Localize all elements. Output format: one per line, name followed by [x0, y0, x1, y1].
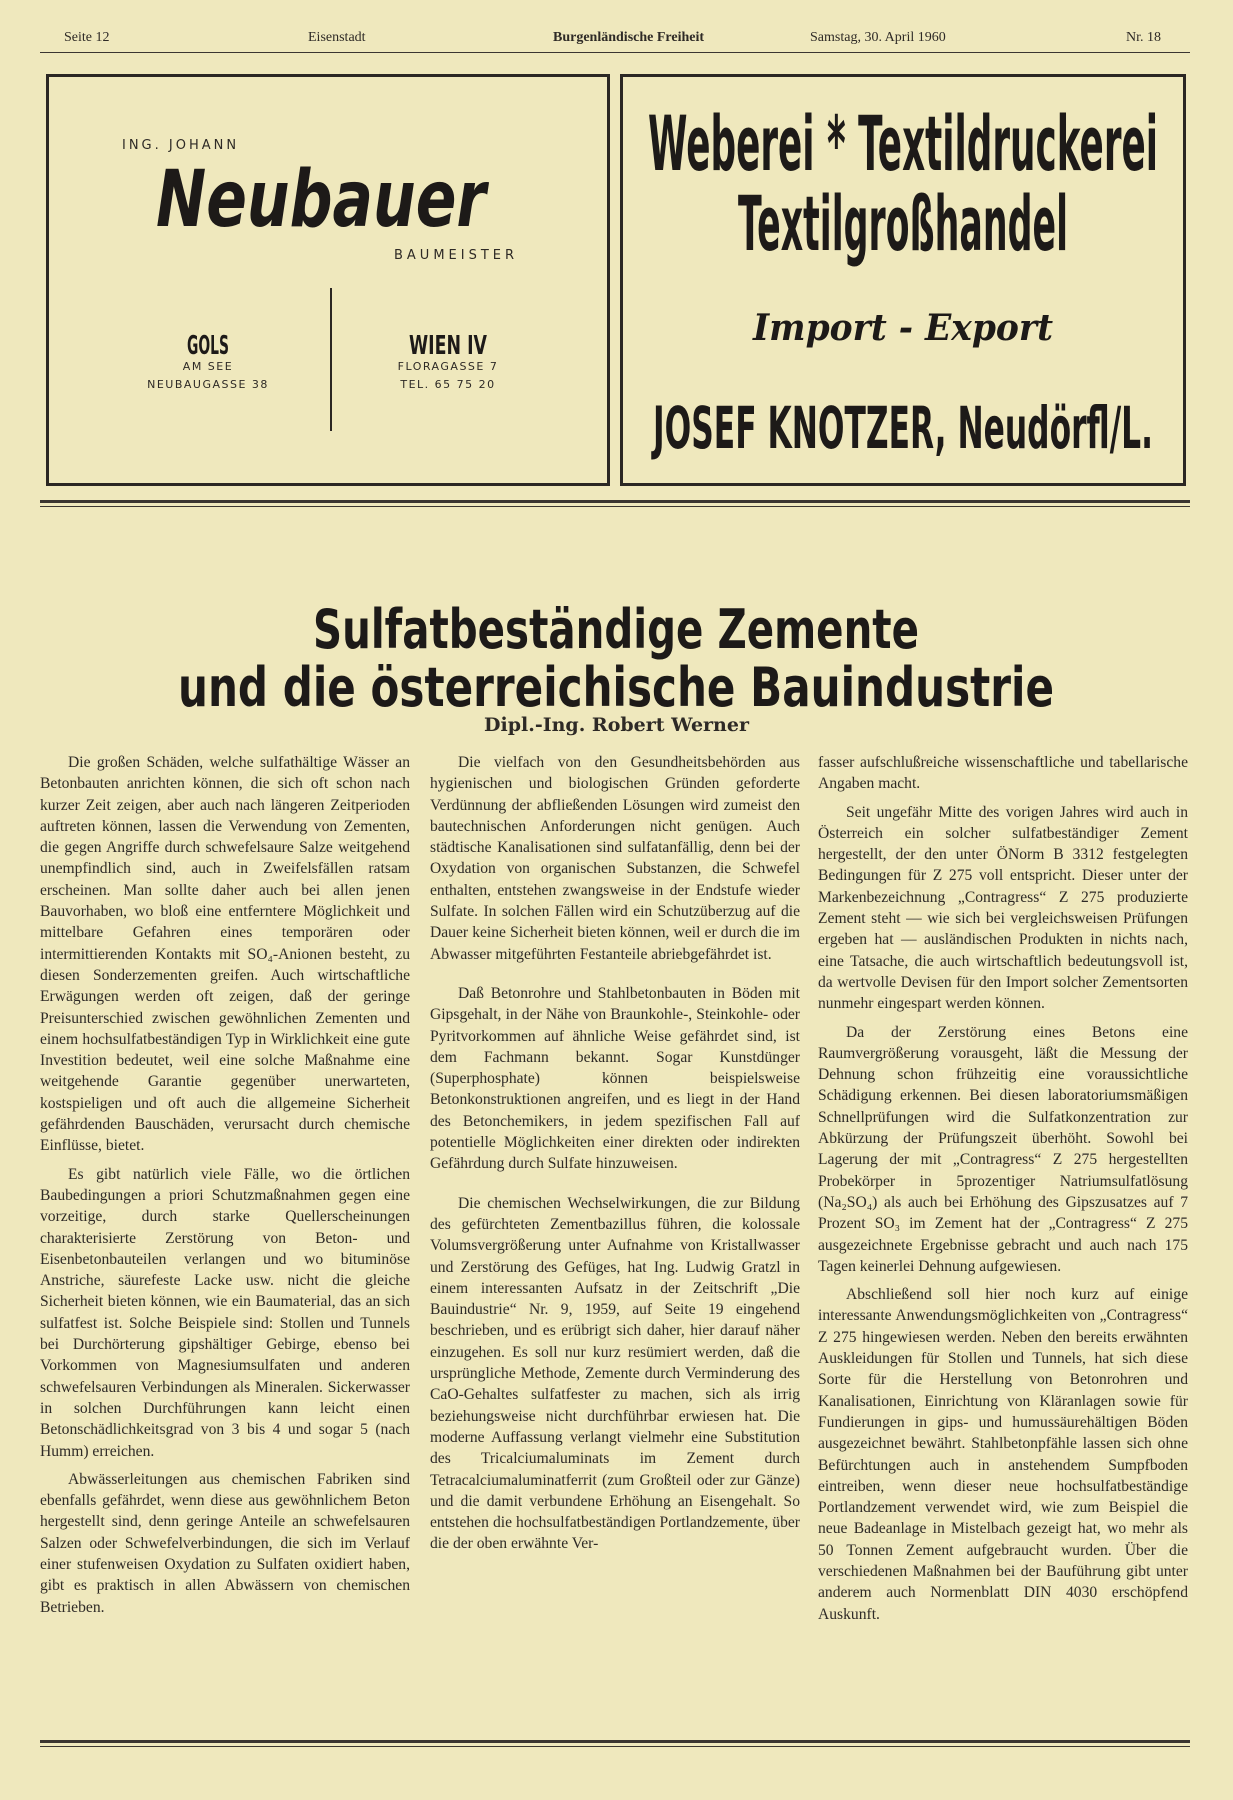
paragraph: Abwässerleitungen aus chemischen Fabriken sind ebenfalls gefährdet, wenn diese aus gewöhnlichem Beton hergestellt sind, denn geringe Anteile an schwefelsauren Salzen oder Schwefelverbindungen, die sich im Verlauf einer stufenweisen Oxydation zu Sulfaten oxidiert haben, gibt es praktisch in allen Abwässern von chemischen Betrieben. [40, 1470, 410, 1616]
section-rule [40, 500, 1190, 503]
office-city [348, 328, 548, 361]
svg-text:Import - Export: Import - Export [752, 307, 1054, 349]
svg-text:Sulfatbeständige Zemente: Sulfatbeständige Zemente [313, 598, 919, 661]
article-column-2 [430, 752, 800, 1562]
paragraph: fasser aufschlußreiche wissenschaftliche und tabellarische Angaben macht. [818, 754, 1188, 793]
svg-text:und die österreichische Bauind: und die österreichische Bauindustrie [178, 656, 1054, 719]
article-column-1 [40, 752, 410, 1625]
ad-knotzer [620, 74, 1186, 486]
office-city [108, 328, 308, 361]
article-column-3 [818, 752, 1188, 1632]
paragraph: Die großen Schäden, welche sulfathältige Wässer an Betonbauten anrichten können, die sich oft schon nach kurzer Zeit zeigen, aber auch nach längeren Zeitperioden auftreten können, lassen die Verwendung von Zementen, die gegen Angriffe durch schwefelsaure Salze weitgehend unempfindlich sind, auch in Zweifelsfällen ratsam erscheinen. Man sollte daher auch bei allen jenen Bauvorhaben, wo bloß eine entferntere Möglichkeit und mittelbare Gefahren eines temporären oder intermittierenden Kontakts mit SO₄-Anionen besteht, zu diesen Sonderzementen greifen. Auch wirtschaftliche Erwägungen werden oft zeigen, daß der geringe Preisunterschied zwischen gewöhnlichen Zementen und einem hochsulfatbeständigen Typ in Wirklichkeit eine gute Investition bedeutet, weil eine solche Maßnahme eine weitgehende Garantie gegenüber unerwarteten, kostspieligen und oft auch die allgemeine Sicherheit gefährdenden Bauschäden, verursacht durch chemische Einflüsse, bietet. [40, 754, 410, 1155]
issue-number: Nr. 18 [1126, 30, 1161, 45]
issue-date: Samstag, 30. April 1960 [810, 30, 946, 45]
svg-text:Textilgroßhandel: Textilgroßhandel [738, 179, 1068, 268]
svg-text:JOSEF KNOTZER, Neudörfl/L.: JOSEF KNOTZER, Neudörfl/L. [650, 394, 1153, 462]
header-rule [40, 52, 1190, 53]
svg-text:Weberei * Textildruckerei: Weberei * Textildruckerei [648, 99, 1158, 188]
ad-office-wien [348, 328, 548, 391]
article-author: Dipl.-Ing. Robert Werner [484, 714, 749, 736]
paragraph: Daß Betonrohre und Stahlbetonbauten in Böden mit Gipsgehalt, in der Nähe von Braunkohle-, Steinkohle- oder Pyritvorkommen auf ähnliche Weise gefährdet sind, ist dem Fachmann bekannt. Sogar Kunstdünger (Superphosphate) können beispielsweise Betonkonstruktionen angreifen, und es liegt in der Hand des Betonchemikers, in jedem spezifischen Fall auf potentielle Möglichkeiten einer direkten oder indirekten Gefährdung durch Sulfate hinzuweisen. [430, 984, 800, 1173]
office-line: NEUBAUGASSE 38 [147, 378, 269, 391]
office-line: TEL. 65 75 20 [400, 378, 496, 391]
ad-prefix: ING. JOHANN [122, 138, 240, 153]
article-title-line2 [100, 654, 1133, 719]
newspaper-name: Burgenländische Freiheit [553, 30, 705, 45]
svg-text:GOLS: GOLS [187, 331, 229, 361]
ad-neubauer [46, 74, 610, 486]
svg-text:WIEN IV: WIEN IV [409, 331, 487, 361]
paragraph: Die chemischen Wechselwirkungen, die zur Bildung des gefürchteten Zementbazillus führen, die kolossale Volumsvergrößerung unter Aufnahme von Kristallwasser und Zerstörung des Gefüges, hat Ing. Ludwig Gratzl in einem interessanten Aufsatz in der Zeitschrift „Die Bauindustrie“ Nr. 9, 1959, auf Seite 19 eingehend beschrieben, und es erübrigt sich daher, hier darauf näher einzugehen. Es soll nur kurz resümiert werden, daß die ursprüngliche Methode, Zemente durch Verminderung des CaO-Gehaltes sulfatfester zu machen, sich als irrig beziehungsweise nicht durchführbar erwiesen hat. Die moderne Auffassung verlangt vielmehr eine Substitution des Tricalciumaluminats im Zement durch Tetracalciumaluminatferrit (zum Großteil oder zur Gänze) und die damit verbundene Erhöhung an Eisengehalt. So entstehen die hochsulfatbeständigen Portlandzemente, über die der oben erwähnte Ver- [430, 1194, 800, 1553]
footer-rule [40, 1740, 1190, 1743]
office-line: AM SEE [182, 360, 234, 373]
ad-divider [330, 288, 332, 431]
ad-office-gols [108, 328, 308, 391]
paragraph: Abschließend soll hier noch kurz auf einige interessante Anwendungsmöglichkeiten von „Contragress“ Z 275 hingewiesen werden. Neben den bereits erwähnten Auskleidungen für Stollen und Tunnels, hat sich diese Sorte für die Herstellung von Betonrohren und Kanalisationen, Einrichtung von Kläranlagen sowie für Fundierungen in gips- und humussäurehältigen Böden ausgezeichnet bewährt. Stahlbetonpfähle lassen sich ohne Befürchtungen auch in anstehendem Sumpfboden eintreiben, wenn dieser neue hochsulfatbeständige Portlandzement verwendet wird, wie zum Beispiel die neue Badeanlage in Mistelbach gezeigt hat, wo mehr als 50 Tonnen Zement aufgebraucht wurden. Über die verschiedenen Maßnahmen bei der Bauführung gibt unter anderem auch Normenblatt DIN 4030 erschöpfend Auskunft. [818, 1286, 1188, 1623]
ad-line-knotzer [642, 390, 1164, 462]
paragraph: Die vielfach von den Gesundheitsbehörden aus hygienischen und biologischen Gründen geforderte Verdünnung der abfließenden Lösungen wird zumeist den bautechnischen Anforderungen nicht genügen. Auch städtische Kanalisationen sind sulfatanfällig, denn bei der Oxydation von organischen Substanzen, die Schwefel enthalten, entstehen zwangsweise in der Endstufe wieder Sulfate. In solchen Fällen wird ein Schutzüberzug auf die Dauer keine Sicherheit bieten können, weil er durch die im Abwasser mitgeführten Festanteile abriebgefährdet ist. [430, 754, 800, 963]
place: Eisenstadt [308, 30, 366, 45]
section-rule [40, 506, 1190, 507]
ad-line-weberei [642, 96, 1164, 188]
paragraph: Seit ungefähr Mitte des vorigen Jahres wird auch in Österreich ein solcher sulfatbeständiger Zement hergestellt, der den unter ÖNorm B 3312 festgelegten Bedingungen für Z 275 voll entspricht. Dieser unter der Markenbezeichnung „Contragress“ Z 275 produzierte Zement steht — wie sich bei vergleichsweisen Prüfungen ergeben hat — ausländischen Produkten in nichts nach, eine Tatsache, die auch wirtschaftlich bedeutungsvoll ist, da wertvolle Devisen für den Import solcher Zementsorten nunmehr eingespart werden können. [818, 803, 1188, 1013]
ad-line-import-export [642, 304, 1164, 350]
paragraph: Es gibt natürlich viele Fälle, wo die örtlichen Baubedingungen a priori Schutzmaßnahmen gegen eine vorzeitige, durch starke Quellerscheinungen charakterisierte Zerstörung von Beton- und Eisenbetonbauteilen verlangen und wo bituminöse Anstriche, säurefeste Lacke usw. nicht die gleiche Sicherheit bieten können, wie ein Baumaterial, das an sich sulfatfest ist. Solche Beispiele sind: Stollen und Tunnels bei Durchörterung gipshältiger Gebirge, ebenso bei Vorkommen von Magnesiumsulfaten und anderen schwefelsauren Verbindungen als Mineralen. Sickerwasser in solchen Durchführungen kann leicht einen Betonschädlichkeitsgrad von 3 bis 4 und sogar 5 (nach Humm) erreichen. [40, 1165, 410, 1460]
office-line: FLORAGASSE 7 [397, 360, 499, 373]
ad-line-textilgrosshandel [642, 176, 1164, 268]
ad-title: BAUMEISTER [394, 248, 519, 263]
svg-text:Neubauer: Neubauer [156, 155, 490, 245]
footer-rule [40, 1746, 1190, 1747]
ad-company-logo [152, 152, 492, 245]
article-title-line1 [100, 596, 1133, 661]
paragraph: Da der Zerstörung eines Betons eine Raumvergrößerung vorausgeht, läßt die Messung der Dehnung schon frühzeitig eine voraussichtliche Schädigung erkennen. Bei diesen laboratoriumsmäßigen Schnellprüfungen wird die Sulfatkonzentration zur Abkürzung der Prüfungszeit überhöht. Sowohl bei Lagerung der mit „Contragress“ Z 275 hergestellten Probekörper in 5prozentiger Natriumsulfatlösung (Na₂SO₄) als auch bei Erhöhung des Gipszusatzes auf 7 Prozent SO₃ im Zement hat der „Contragress“ Z 275 ausgezeichnete Ergebnisse gebracht und auch nach 175 Tagen keinerlei Dehnung aufgewiesen. [818, 1023, 1188, 1275]
page-number: Seite 12 [64, 30, 110, 45]
